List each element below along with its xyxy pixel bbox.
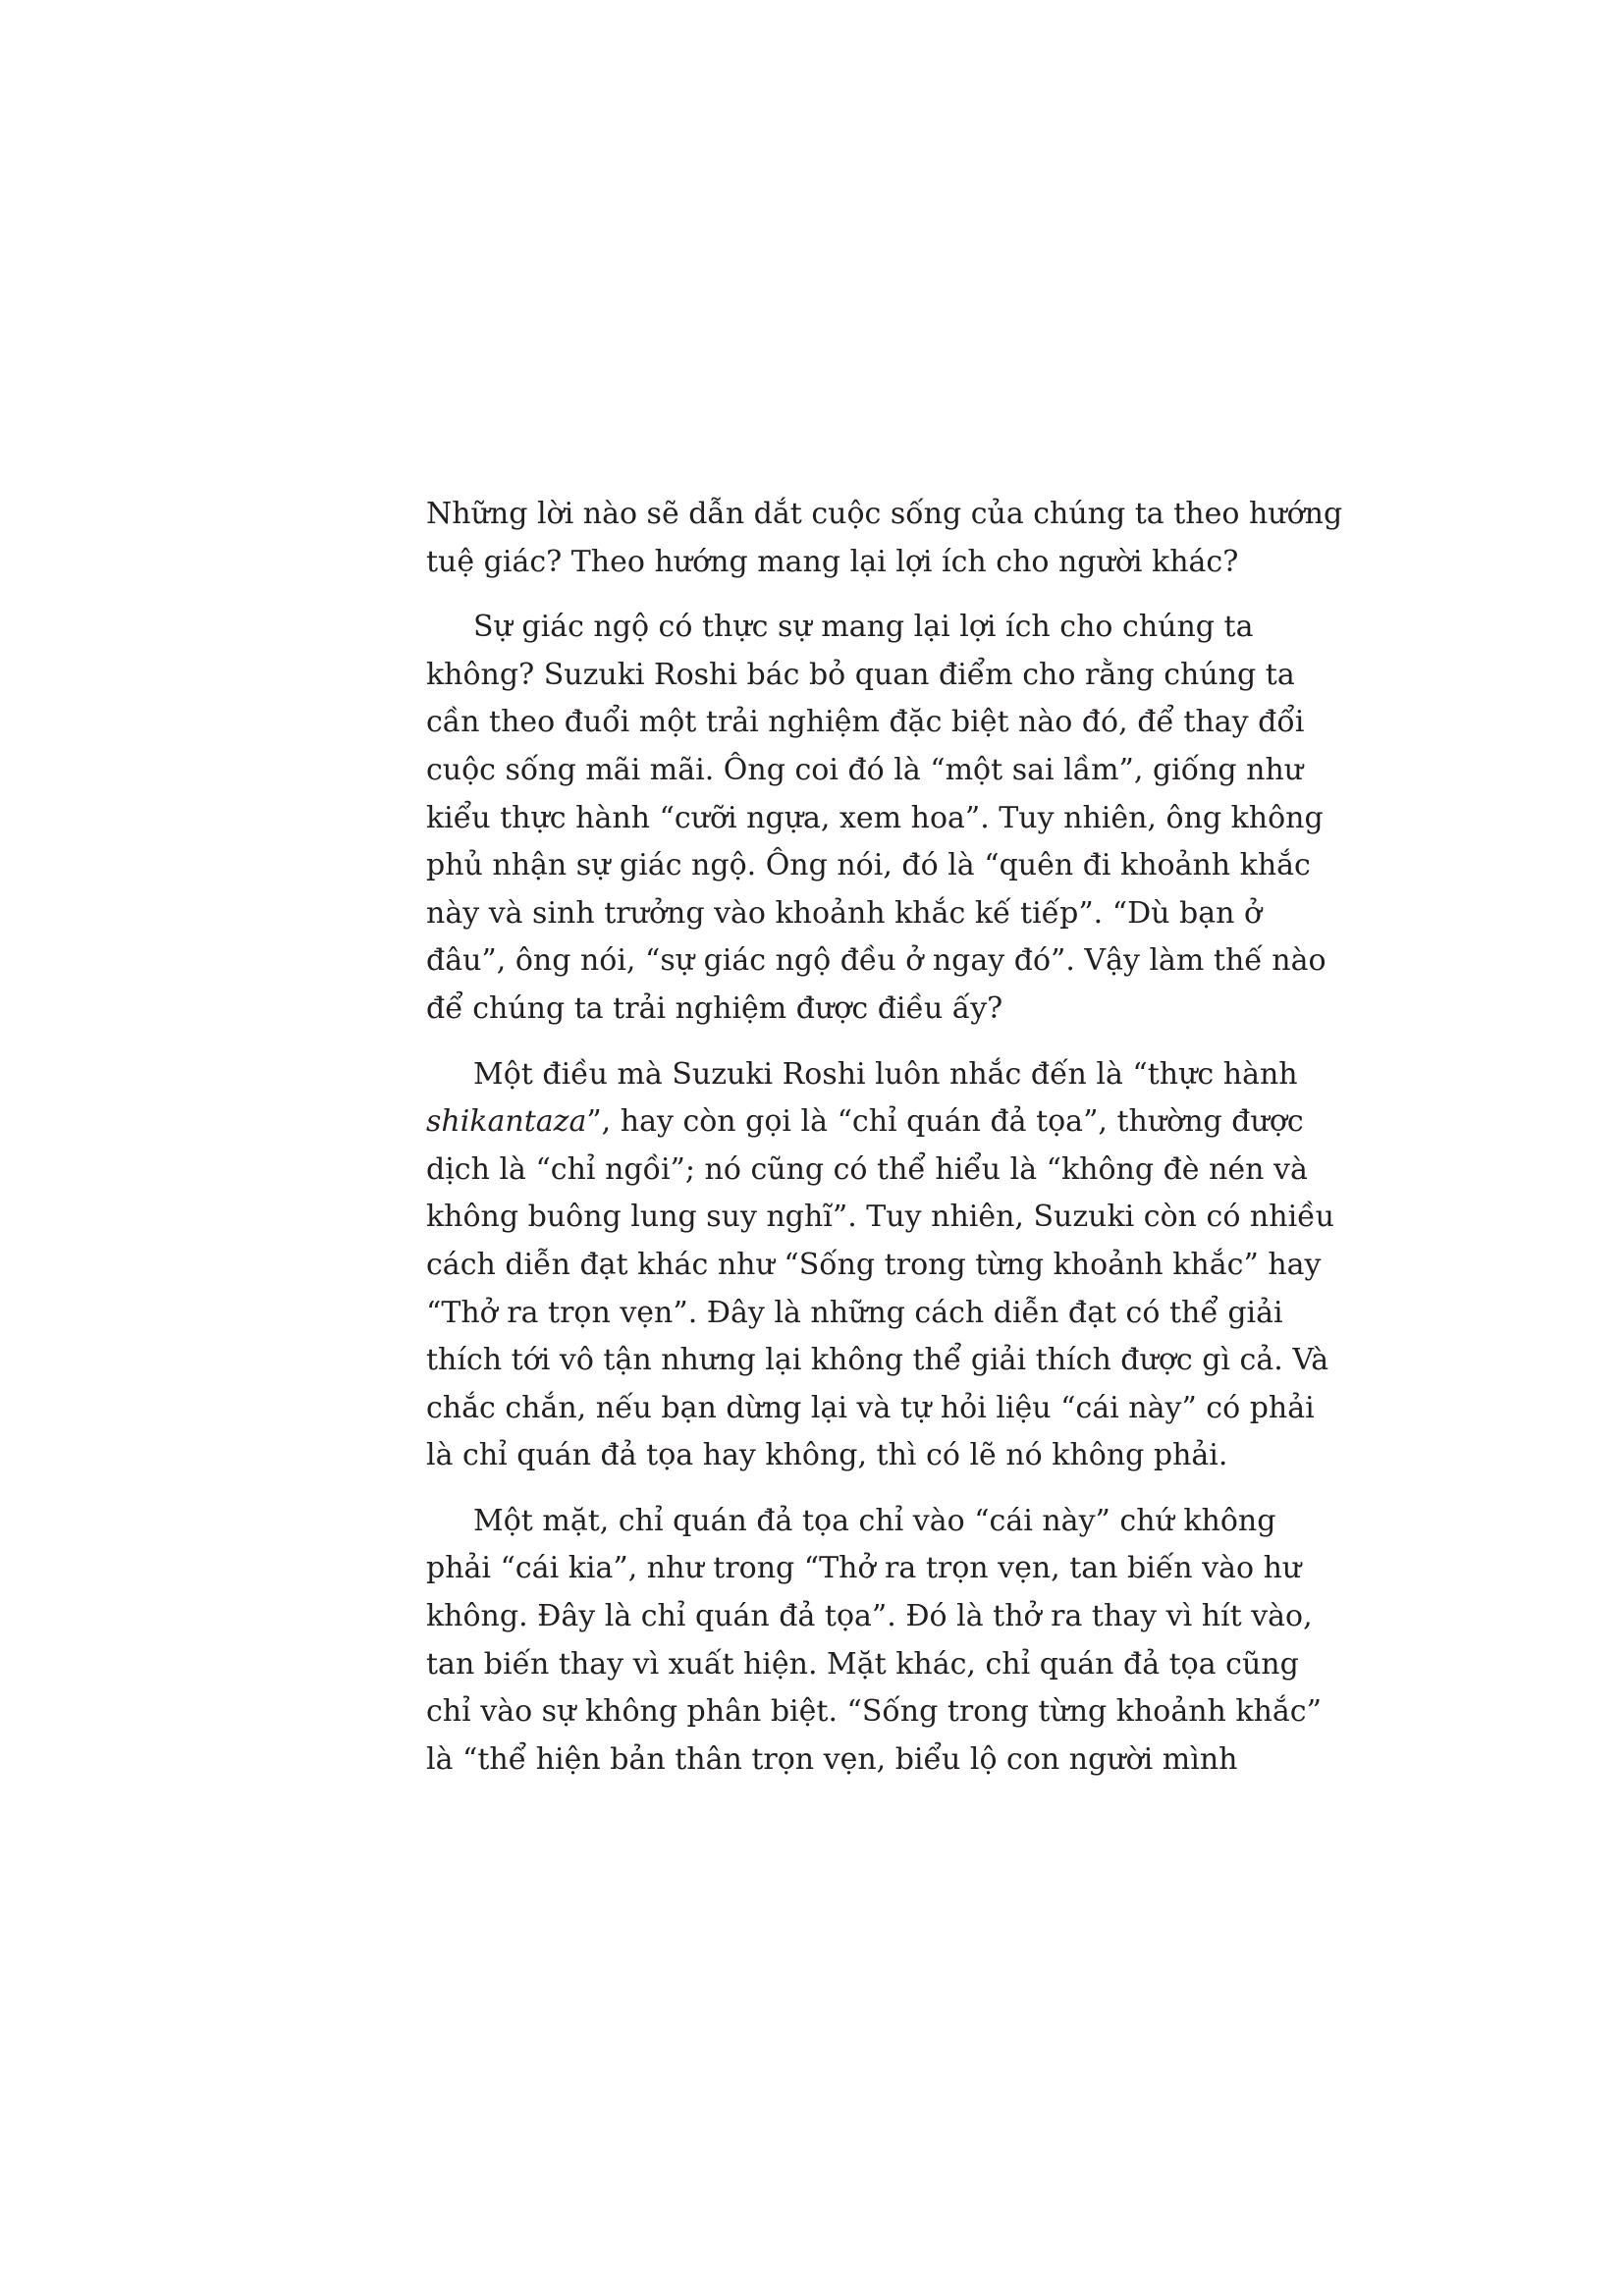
text-line: đâu”, ông nói, “sự giác ngộ đều ở ngay đó”. Vậy làm thế nào [426, 943, 1326, 979]
text-line: cuộc sống mãi mãi. Ông coi đó là “một sai lầm”, giống như [426, 752, 1304, 787]
text-line: “Thở ra trọn vẹn”. Đây là những cách diễn đạt có thể giải [426, 1295, 1283, 1330]
text-line: không. Đây là chỉ quán đả tọa”. Đó là thở ra thay vì hít vào, [426, 1599, 1313, 1634]
text-line: là “thể hiện bản thân trọn vẹn, biểu lộ con người mình [426, 1741, 1238, 1777]
text-line: thích tới vô tận nhưng lại không thể giải thích được gì cả. Và [426, 1343, 1329, 1378]
text-line: để chúng ta trải nghiệm được điều ấy? [426, 990, 1003, 1026]
text-line: là chỉ quán đả tọa hay không, thì có lẽ nó không phải. [426, 1438, 1228, 1473]
text-line: tan biến thay vì xuất hiện. Mặt khác, chỉ quán đả tọa cũng [426, 1646, 1299, 1682]
paragraph-3 [426, 1051, 1334, 1480]
text-line-rest: ”, hay còn gọi là “chỉ quán đả tọa”, thường được [586, 1104, 1304, 1140]
text-line: cần theo đuổi một trải nghiệm đặc biệt nào đó, để thay đổi [426, 705, 1305, 740]
text-line-with-italic [426, 1098, 1304, 1147]
paragraph-4 [426, 1498, 1322, 1785]
text-line: tuệ giác? Theo hướng mang lại lợi ích cho người khác? [426, 544, 1239, 579]
text-line: Một mặt, chỉ quán đả tọa chỉ vào “cái này” chứ không [473, 1503, 1276, 1538]
text-line: chắc chắn, nếu bạn dừng lại và tự hỏi liệu “cái này” có phải [426, 1390, 1315, 1425]
text-line: Sự giác ngộ có thực sự mang lại lợi ích cho chúng ta [473, 610, 1254, 645]
body-text [426, 491, 1343, 1784]
text-line: dịch là “chỉ ngồi”; nó cũng có thể hiểu là “không đè nén và [426, 1151, 1308, 1187]
text-line: phải “cái kia”, như trong “Thở ra trọn vẹn, tan biến vào hư [426, 1551, 1302, 1586]
text-line: cách diễn đạt khác như “Sống trong từng khoảnh khắc” hay [426, 1247, 1322, 1282]
text-line: không? Suzuki Roshi bác bỏ quan điểm cho rằng chúng ta [426, 657, 1295, 692]
text-line: Những lời nào sẽ dẫn dắt cuộc sống của chúng ta theo hướng [426, 497, 1343, 531]
paragraph-1 [426, 491, 1343, 586]
text-line: phủ nhận sự giác ngộ. Ông nói, đó là “quên đi khoảnh khắc [426, 848, 1311, 883]
text-line: không buông lung suy nghĩ”. Tuy nhiên, Suzuki còn có nhiều [426, 1200, 1334, 1235]
text-line: kiểu thực hành “cưỡi ngựa, xem hoa”. Tuy nhiên, ông không [426, 800, 1324, 835]
text-line: chỉ vào sự không phân biệt. “Sống trong từng khoảnh khắc” [426, 1694, 1322, 1730]
italic-term: shikantaza [426, 1104, 587, 1140]
text-line: Một điều mà Suzuki Roshi luôn nhắc đến là “thực hành [473, 1056, 1298, 1092]
text-line: này và sinh trưởng vào khoảnh khắc kế tiếp”. “Dù bạn ở [426, 895, 1263, 931]
paragraph-2 [426, 604, 1326, 1033]
